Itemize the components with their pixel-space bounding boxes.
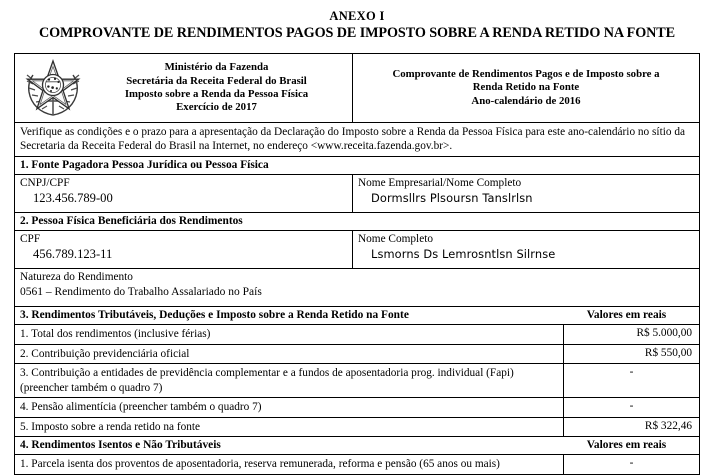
section-3-heading — [14, 307, 700, 325]
section-4-values-header: Valores em reais — [586, 439, 667, 452]
payer-name-field[interactable] — [353, 175, 699, 212]
income-nature-label: Natureza do Rendimento — [20, 271, 133, 284]
row-description: 2. Contribuição previdenciária oficial — [15, 345, 564, 364]
row-value: R$ 550,00 — [644, 346, 692, 359]
notice-paragraph: Verifique as condições e o prazo para a apresentação da Declaração do Imposto sobre a Renda da Pessoa Física para este ano-calendário no sítio da Secretaria da Receita Federal do Brasil na Internet, no endereço <www.receita.fazenda.gov.br>. — [14, 123, 700, 157]
payer-name-value: Dormsllrs Plsoursn Tanslrlsn — [371, 191, 533, 206]
income-nature-field[interactable] — [14, 269, 700, 307]
row-value: - — [629, 457, 634, 470]
row-description: 1. Total dos rendimentos (inclusive férias) — [15, 325, 564, 344]
page-subtitle: COMPROVANTE DE RENDIMENTOS PAGOS DE IMPOSTO SOBRE A RENDA RETIDO NA FONTE — [38, 25, 676, 41]
header-ministry-line3: Imposto sobre a Renda da Pessoa Física — [124, 88, 309, 100]
table-row — [14, 364, 700, 398]
row-description: 4. Pensão alimentícia (preencher também o quadro 7) — [15, 398, 564, 417]
section-4-heading — [14, 437, 700, 455]
table-row — [14, 325, 700, 345]
payer-cnpj-field[interactable] — [15, 175, 353, 212]
header-statement-line1: Comprovante de Rendimentos Pagos e de Imposto sobre a — [392, 67, 660, 80]
row-description: 1. Parcela isenta dos proventos de aposentadoria, reserva remunerada, reforma e pensão (65 anos ou mais) — [15, 455, 564, 474]
beneficiary-cpf-label: CPF — [20, 233, 41, 246]
beneficiary-name-value: Lsmorns Ds Lemrosntlsn Silrnse — [371, 247, 556, 262]
header-ministry-text — [89, 61, 352, 115]
beneficiary-name-label: Nome Completo — [358, 233, 433, 246]
document-title-block — [0, 0, 714, 42]
payer-cnpj-label: CNPJ/CPF — [20, 177, 70, 190]
beneficiary-cpf-field[interactable] — [15, 231, 353, 268]
section-1-heading — [14, 157, 700, 175]
section-2-fields — [14, 231, 700, 269]
section-2-heading-label: 2. Pessoa Física Beneficiária dos Rendimentos — [20, 215, 243, 228]
row-description: 5. Imposto sobre a renda retido na fonte — [15, 418, 564, 437]
header-statement-line3: Ano-calendário de 2016 — [471, 94, 581, 107]
row-value: R$ 5.000,00 — [636, 327, 692, 340]
header-statement-line2: Renda Retido na Fonte — [472, 81, 580, 94]
table-row — [14, 418, 700, 438]
section-2-heading — [14, 213, 700, 231]
page-title: ANEXO I — [329, 9, 385, 23]
table-row — [14, 455, 700, 475]
row-value: - — [629, 400, 634, 413]
payer-cnpj-value: 123.456.789-00 — [33, 191, 113, 206]
payer-name-label: Nome Empresarial/Nome Completo — [358, 177, 522, 190]
row-value: - — [629, 366, 634, 379]
income-nature-value: 0561 – Rendimento do Trabalho Assalariado no País — [20, 285, 262, 298]
beneficiary-name-field[interactable] — [353, 231, 699, 268]
header-ministry-line1: Ministério da Fazenda — [164, 61, 269, 74]
row-description: 3. Contribuição a entidades de previdência complementar e a fundos de aposentadoria prog. individual (Fapi) (preencher também o quadro 7) — [15, 364, 564, 397]
beneficiary-cpf-value: 456.789.123-11 — [33, 247, 113, 262]
header-right-cell — [353, 54, 699, 122]
header-ministry-line4: Exercício de 2017 — [176, 101, 257, 114]
table-row — [14, 398, 700, 418]
form-header-band — [14, 53, 700, 123]
header-ministry-line2: Secretária da Receita Federal do Brasil — [126, 74, 307, 87]
header-left-cell — [15, 54, 353, 122]
row-value: R$ 322,46 — [644, 419, 692, 432]
comprovante-form — [14, 53, 700, 475]
section-3-heading-label: 3. Rendimentos Tributáveis, Deduções e Imposto sobre a Renda Retido na Fonte — [20, 309, 409, 322]
section-4-heading-label: 4. Rendimentos Isentos e Não Tributáveis — [20, 439, 221, 452]
section-1-heading-label: 1. Fonte Pagadora Pessoa Jurídica ou Pessoa Física — [20, 159, 269, 172]
table-row — [14, 345, 700, 365]
brazil-coat-of-arms-icon — [15, 57, 89, 119]
section-3-values-header: Valores em reais — [586, 309, 667, 322]
section-1-fields — [14, 175, 700, 213]
